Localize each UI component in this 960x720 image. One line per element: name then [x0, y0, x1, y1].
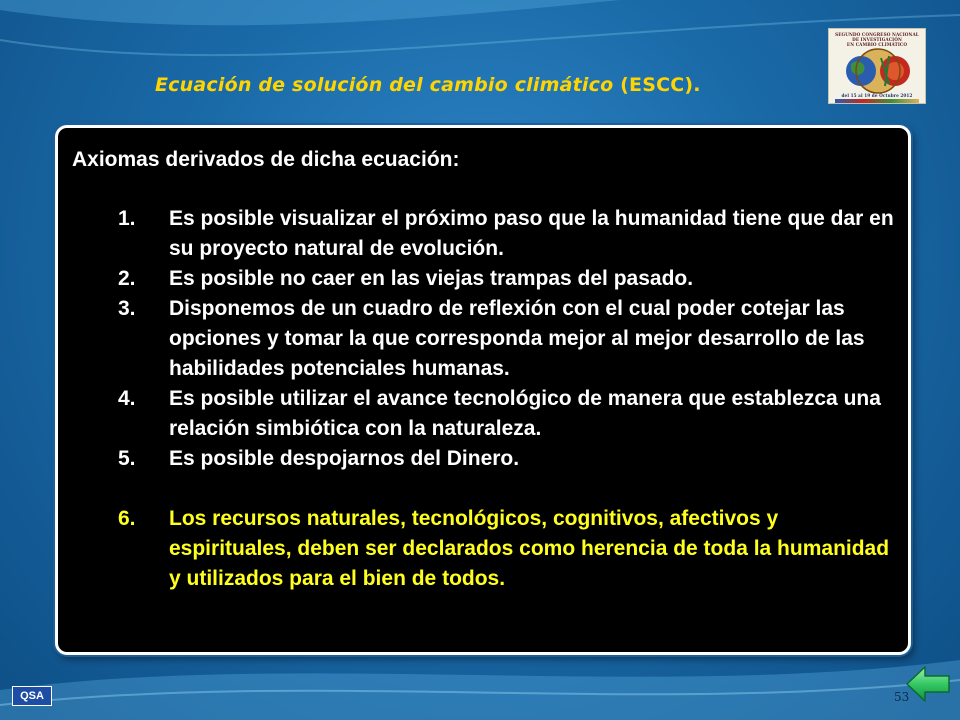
globe-emblem-icon — [833, 48, 923, 94]
list-item-text: Es posible visualizar el próximo paso que la humanidad tiene que dar en su proyecto natural de evolución. — [169, 207, 894, 260]
page-number: 53 — [894, 690, 910, 704]
logo-sponsor-strip — [835, 99, 919, 103]
list-item — [58, 444, 914, 474]
list-item-number: 5. — [118, 447, 136, 470]
axioms-list — [58, 204, 914, 594]
list-item-number: 2. — [118, 267, 136, 290]
list-item — [58, 264, 914, 294]
congress-logo — [828, 28, 926, 104]
logo-dates: del 15 al 19 de Octubre 2012 — [841, 93, 913, 98]
logo-line-3: EN CAMBIO CLIMÁTICO — [846, 42, 908, 47]
list-item — [58, 384, 914, 444]
slide-title — [155, 74, 701, 96]
list-item-text: Es posible utilizar el avance tecnológico de manera que establezca una relación simbiótica con la naturaleza. — [169, 387, 881, 440]
list-item-number: 3. — [118, 297, 136, 320]
list-item-text: Disponemos de un cuadro de reflexión con el cual poder cotejar las opciones y tomar la que corresponda mejor al mejor desarrollo de las habilidades potenciales humanas. — [169, 297, 865, 380]
list-item-text: Los recursos naturales, tecnológicos, cognitivos, afectivos y espirituales, deben ser declarados como herencia de toda la humanidad y utilizados para el bien de todos. — [169, 507, 890, 590]
content-box — [55, 125, 911, 655]
logo-line-1: SEGUNDO CONGRESO NACIONAL — [835, 32, 919, 37]
list-item-text: Es posible despojarnos del Dinero. — [169, 447, 520, 470]
list-item — [58, 294, 914, 384]
qsa-badge[interactable]: QSA — [12, 686, 52, 706]
logo-line-2: DE INVESTIGACIÓN — [852, 37, 902, 42]
green-arrow-left-icon[interactable] — [905, 664, 951, 704]
slide-title-italic: Ecuación de solución del cambio climático — [155, 74, 614, 96]
list-item-text: Es posible no caer en las viejas trampas del pasado. — [169, 267, 694, 290]
list-item — [58, 204, 914, 264]
list-item-number: 4. — [118, 387, 136, 410]
list-item-number: 6. — [118, 507, 136, 530]
list-item-number: 1. — [118, 207, 136, 230]
list-item-highlighted — [58, 504, 914, 594]
content-heading: Axiomas derivados de dicha ecuación: — [72, 148, 460, 171]
slide-title-suffix: (ESCC). — [613, 74, 701, 96]
